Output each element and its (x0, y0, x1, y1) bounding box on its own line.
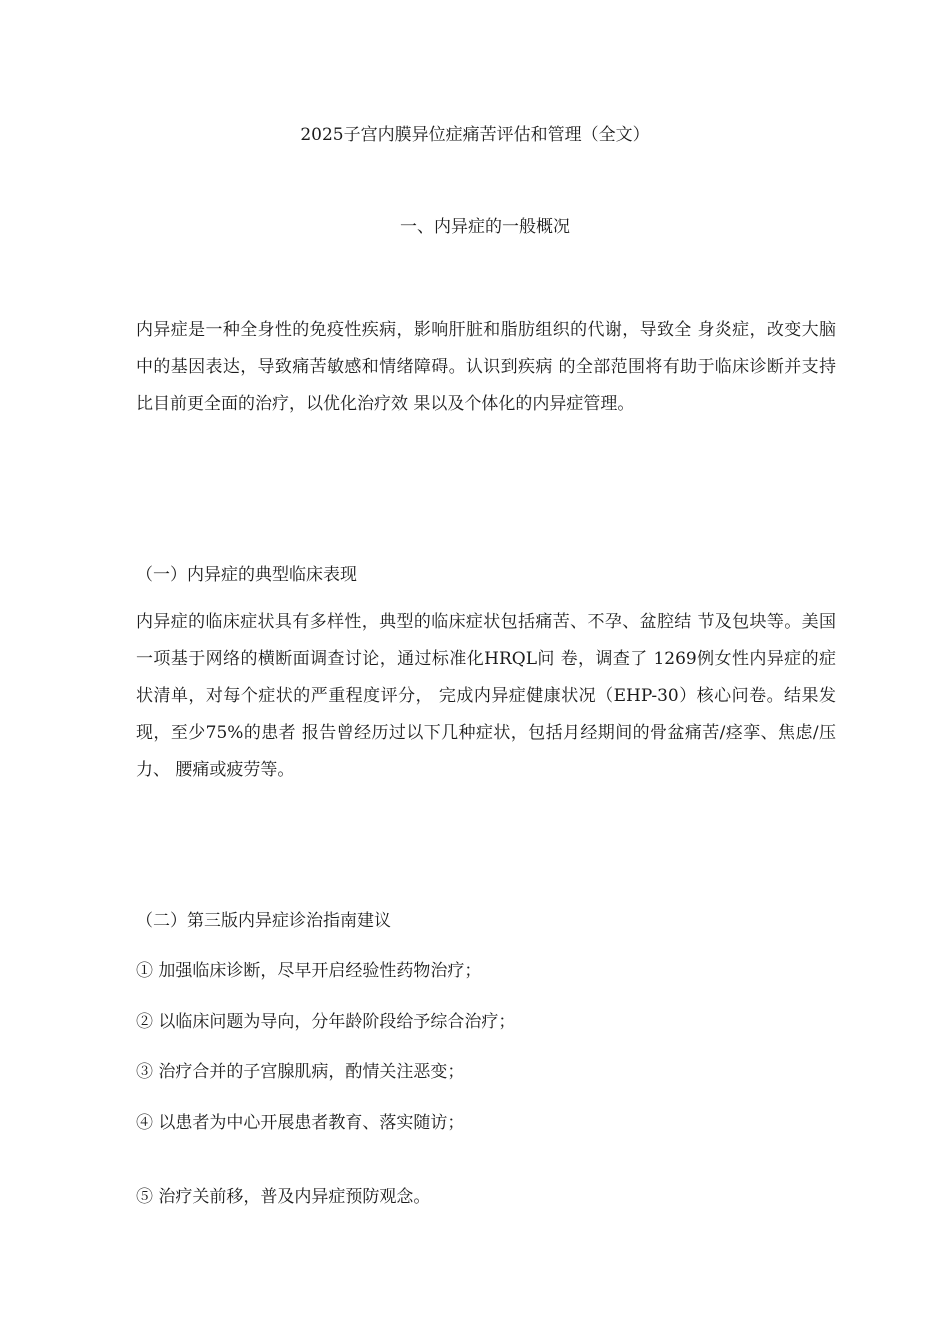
intro-paragraph: 内异症是一种全身性的免疫性疾病，影响肝脏和脂肪组织的代谢，导致全 身炎症，改变大脑中的基因表达，导致痛苦敏感和情绪障碍。认识到疾病 的全部范围将有助于临床诊断并支持比目前更全面的治疗，以优化治疗效 果以及个体化的内异症管理。 (136, 320, 836, 414)
recommendation-item: ④ 以患者为中心开展患者教育、落实随访； (136, 1113, 465, 1133)
recommendation-item: ② 以临床问题为导向，分年龄阶段给予综合治疗； (136, 1012, 516, 1032)
recommendation-item: ⑤ 治疗关前移，普及内异症预防观念。 (136, 1187, 431, 1207)
section-heading: 一、内异症的一般概况 (400, 217, 570, 237)
recommendation-item: ③ 治疗合并的子宫腺肌病，酌情关注恶变； (136, 1062, 465, 1082)
subsection-heading-clinical-manifestations: （一）内异症的典型临床表现 (136, 565, 357, 585)
document-title: 2025子宫内膜异位症痛苦评估和管理（全文） (300, 125, 650, 145)
subsection-heading-guideline-recommendations: （二）第三版内异症诊治指南建议 (136, 911, 391, 931)
recommendation-item: ① 加强临床诊断，尽早开启经验性药物治疗； (136, 961, 482, 981)
clinical-manifestations-paragraph: 内异症的临床症状具有多样性，典型的临床症状包括痛苦、不孕、盆腔结 节及包块等。美国一项基于网络的横断面调查讨论，通过标准化HRQL问 卷，调查了 1269例女性内异症的症状清单，对每个症状的严重程度评分， 完成内异症健康状况（EHP-30）核心问卷。结果发现，至少75%的患者 报告曾经历过以下几种症状，包括月经期间的骨盆痛苦/痉挛、焦虑/压力、 腰痛或疲劳等。 (136, 612, 836, 780)
